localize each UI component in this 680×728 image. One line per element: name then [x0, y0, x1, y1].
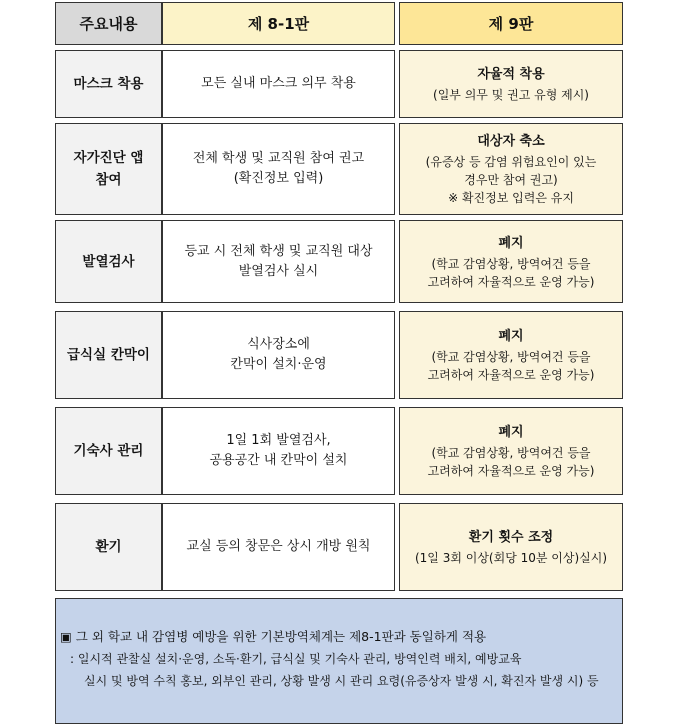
row-label-text: 발열검사 — [82, 253, 135, 270]
header-version-8-1-text: 제 8-1판 — [247, 15, 310, 33]
row-label-text: 급식실 칸막이 — [67, 347, 150, 363]
v9-text: (학교 감염상황, 방역여건 등을 — [431, 256, 591, 271]
row-v81-mask — [162, 50, 395, 118]
v9-title: 폐지 — [498, 425, 524, 440]
row-label-text: 환기 — [95, 539, 122, 555]
row-v9-ventilation — [399, 503, 623, 591]
note-line-3: 실시 및 방역 수칙 홍보, 외부인 관리, 상황 발생 시 관리 요령(유증상자 발생 시, 확진자 발생 시) 등 — [84, 674, 599, 688]
v9-title: 대상자 축소 — [477, 134, 545, 149]
row-label-fever-check — [55, 220, 162, 303]
row-v9-fever-check — [399, 220, 623, 303]
row-v81-ventilation — [162, 503, 395, 591]
v9-text: 고려하여 자율적으로 운영 가능) — [427, 464, 595, 478]
v81-text: (확진정보 입력) — [233, 171, 324, 186]
v9-text: ※ 확진정보 입력은 유지 — [448, 191, 574, 205]
row-v81-self-check-app — [162, 123, 395, 215]
additional-notes-box — [55, 598, 623, 724]
row-label-dormitory — [55, 407, 162, 495]
note-line-2: : 일시적 관찰실 설치·운영, 소독·환기, 급식실 및 기숙사 관리, 방역인력 배치, 예방교육 — [70, 652, 522, 666]
row-label-text: 참여 — [95, 172, 122, 188]
v9-text: (학교 감염상황, 방역여건 등을 — [431, 446, 591, 460]
row-label-text: 자가진단 앱 — [73, 150, 144, 166]
row-v9-self-check-app — [399, 123, 623, 215]
row-label-mask — [55, 50, 162, 118]
row-label-cafeteria-partition — [55, 311, 162, 399]
v81-text: 교실 등의 창문은 상시 개방 원칙 — [186, 539, 371, 554]
row-label-text: 기숙사 관리 — [73, 443, 144, 459]
v9-text: 고려하여 자율적으로 운영 가능) — [427, 274, 595, 289]
v81-text: 칸막이 설치·운영 — [230, 357, 327, 372]
v9-title: 환기 횟수 조정 — [468, 530, 554, 545]
row-label-ventilation — [55, 503, 162, 591]
header-version-8-1 — [162, 2, 395, 45]
v81-text: 등교 시 전체 학생 및 교직원 대상 — [184, 243, 373, 259]
v81-text: 공용공간 내 칸막이 설치 — [209, 453, 348, 468]
v81-text: 식사장소에 — [247, 337, 310, 352]
header-version-9-text: 제 9판 — [488, 15, 534, 33]
v81-text: 전체 학생 및 교직원 참여 권고 — [192, 151, 365, 166]
v81-text: 모든 실내 마스크 의무 착용 — [201, 76, 356, 91]
v81-text: 발열검사 실시 — [238, 263, 319, 279]
v9-text: (일부 의무 및 권고 유형 제시) — [433, 88, 589, 102]
v9-text: (1일 3회 이상(회당 10분 이상)실시) — [414, 551, 608, 565]
header-main-content — [55, 2, 162, 45]
row-v81-cafeteria-partition — [162, 311, 395, 399]
v9-text: 경우만 참여 권고) — [464, 173, 558, 187]
note-line-1: ▣ 그 외 학교 내 감염병 예방을 위한 기본방역체계는 제8-1판과 동일하게 적용 — [60, 629, 487, 644]
row-label-self-check-app — [55, 123, 162, 215]
row-v9-mask — [399, 50, 623, 118]
header-main-content-text: 주요내용 — [79, 15, 138, 33]
header-version-9 — [399, 2, 623, 45]
v9-text: (학교 감염상황, 방역여건 등을 — [431, 350, 591, 364]
row-v9-dormitory — [399, 407, 623, 495]
row-v9-cafeteria-partition — [399, 311, 623, 399]
v9-text: (유증상 등 감염 위험요인이 있는 — [425, 155, 597, 169]
row-label-text: 마스크 착용 — [73, 76, 144, 92]
v9-text: 고려하여 자율적으로 운영 가능) — [427, 368, 595, 382]
v81-text: 1일 1회 발열검사, — [226, 433, 331, 448]
v9-title: 자율적 착용 — [477, 67, 545, 82]
row-v81-fever-check — [162, 220, 395, 303]
v9-title: 폐지 — [498, 329, 524, 344]
row-v81-dormitory — [162, 407, 395, 495]
v9-title: 폐지 — [498, 235, 524, 251]
